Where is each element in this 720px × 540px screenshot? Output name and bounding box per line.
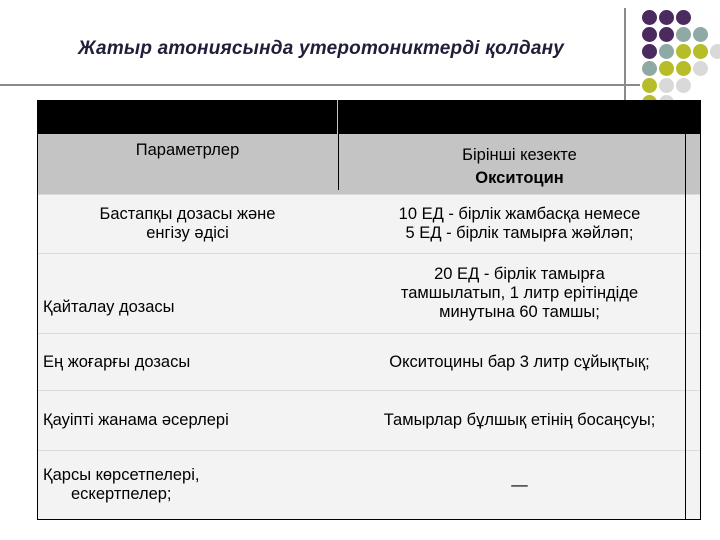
table-border-bottom [37, 519, 701, 520]
decor-dot [642, 44, 657, 59]
decor-dot [693, 61, 708, 76]
decor-dot [693, 44, 708, 59]
slide-title: Жатыр атониясында утеротониктерді қолдану [78, 38, 565, 59]
decor-dot [710, 44, 720, 59]
table-row [37, 194, 701, 253]
row-param [37, 194, 338, 253]
decor-dot [659, 27, 674, 42]
utero-table [37, 102, 701, 520]
row-value-line: минутына 60 тамшы; [439, 303, 600, 322]
row-param [37, 334, 338, 391]
header-first-line-label: Бірінші кезекте [462, 145, 577, 164]
row-value-line: Тамырлар бұлшық етінің босаңсуы; [383, 411, 656, 430]
decor-dot [642, 27, 657, 42]
row-value-line: 5 ЕД - бірлік тамырға жәйләп; [405, 223, 634, 242]
decor-dot [659, 10, 674, 25]
decor-dot [676, 78, 691, 93]
decor-dot [676, 44, 691, 59]
decor-dot [642, 78, 657, 93]
decor-dot [659, 61, 674, 76]
row-value-line: тамшылатып, 1 литр ерітіндіде [400, 284, 639, 303]
header-drug-name: Окситоцин [475, 168, 564, 187]
decor-dot [693, 27, 708, 42]
row-value-line: — [511, 475, 528, 494]
row-param [37, 254, 338, 334]
decor-dot [642, 10, 657, 25]
row-value [338, 450, 701, 520]
row-value [338, 334, 701, 391]
row-param-line: Ең жоғарғы дозасы [43, 352, 191, 371]
decor-dot [676, 61, 691, 76]
row-param [37, 450, 338, 520]
decor-dot [642, 61, 657, 76]
decor-dot [659, 44, 674, 59]
row-param-line: Бастапқы дозасы және [99, 204, 276, 223]
row-value-line: 10 ЕД - бірлік жамбасқа немесе [398, 204, 641, 223]
table-row [37, 254, 701, 334]
table-row [37, 450, 701, 520]
row-value [338, 391, 701, 450]
decor-vertical-rule [624, 8, 626, 100]
row-param-line: Қарсы көрсетпелері, [43, 466, 200, 485]
row-value [338, 254, 701, 334]
table-border-left [37, 100, 38, 520]
table-border-middle [338, 100, 339, 190]
table-border-right [700, 100, 701, 520]
table-row [37, 391, 701, 450]
decor-dot [676, 27, 691, 42]
row-value-line: Окситоцины бар 3 литр сұйықтық; [389, 352, 650, 371]
row-param-line: Қауіпті жанама әсерлері [43, 411, 229, 430]
table-row [37, 334, 701, 391]
row-param-line: Қайталау дозасы [43, 298, 175, 317]
row-param-line: ескертпелер; [71, 485, 172, 504]
decor-horizontal-rule [0, 84, 640, 86]
row-value-line: 20 ЕД - бірлік тамырға [434, 265, 605, 284]
header-parameters-label: Параметрлер [135, 140, 240, 159]
decor-dot [676, 10, 691, 25]
row-value [338, 194, 701, 253]
table-header-bar [37, 100, 701, 134]
decor-dot [659, 78, 674, 93]
row-param-line: енгізу әдісі [146, 223, 229, 242]
row-param [37, 391, 338, 450]
table-inner-border [685, 134, 686, 520]
